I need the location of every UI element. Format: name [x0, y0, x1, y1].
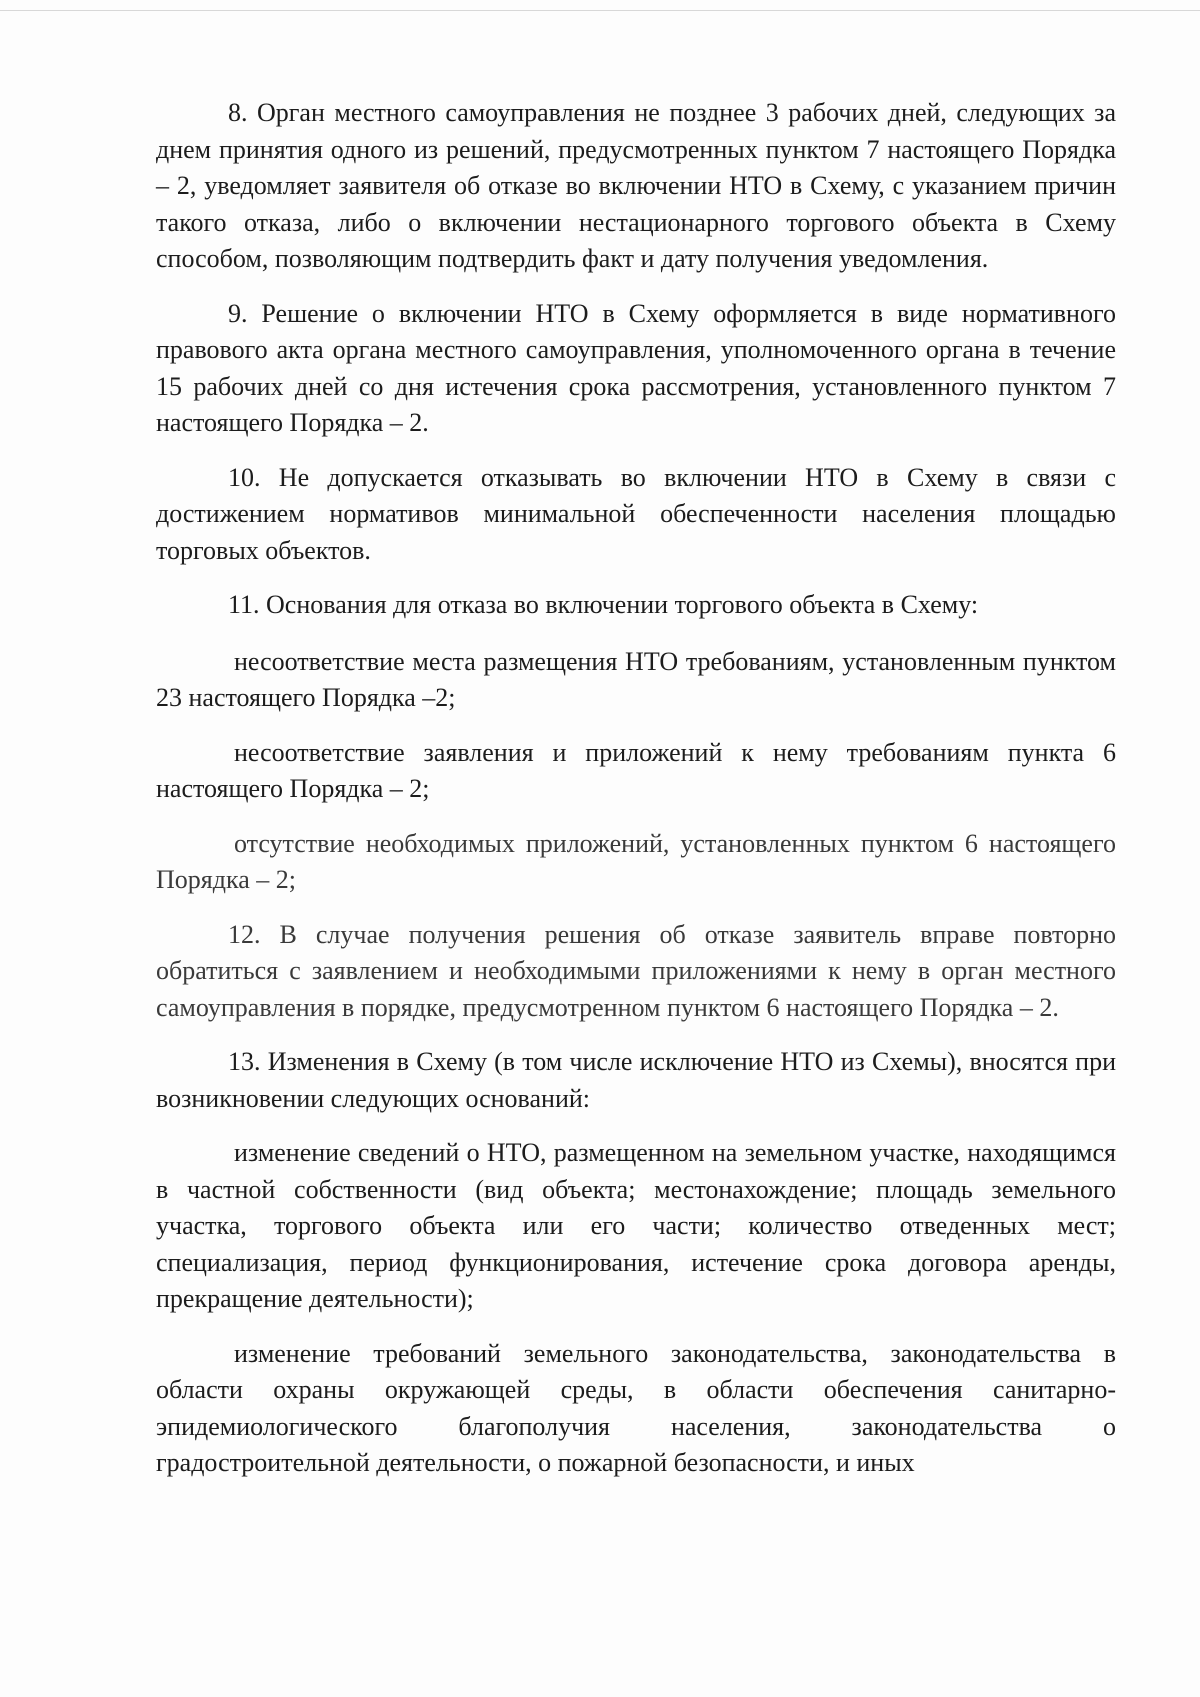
refusal-reason-2: несоответствие заявления и приложений к нему требованиям пункта 6 настоящего Порядка – 2;: [156, 737, 1116, 803]
refusal-reason-1: несоответствие места размещения НТО требованиям, установленным пунктом 23 настоящего Порядка –2;: [156, 646, 1116, 712]
paragraph-12: 12. В случае получения решения об отказе заявитель вправе повторно обратиться с заявлением и необходимыми приложениями к нему в орган местного самоуправления в порядке, предусмотренном пунктом 6 настоящего Порядка – 2.: [156, 919, 1116, 1022]
paragraph-8: 8. Орган местного самоуправления не позднее 3 рабочих дней, следующих за днем принятия одного из решений, предусмотренных пунктом 7 настоящего Порядка – 2, уведомляет заявителя об отказе во включении НТО в Схему, с указанием причин такого отказа, либо о включении нестационарного торгового объекта в Схему способом, позволяющим подтвердить факт и дату получения уведомления.: [156, 98, 1116, 273]
paragraph-9: 9. Решение о включении НТО в Схему оформляется в виде нормативного правового акта органа местного самоуправления, уполномоченного органа в течение 15 рабочих дней со дня истечения срока рассмотрения, установленного пунктом 7 настоящего Порядка – 2.: [156, 298, 1116, 437]
paragraph-11: 11. Основания для отказа во включении торгового объекта в Схему:: [228, 590, 979, 619]
refusal-reason-3: отсутствие необходимых приложений, установленных пунктом 6 настоящего Порядка – 2;: [156, 828, 1116, 894]
change-basis-2: изменение требований земельного законодательства, законодательства в области охраны окружающей среды, в области обеспечения санитарно-эпидемиологического благополучия населения, законодательства о градостроительной деятельности, о пожарной безопасности, и иных: [156, 1338, 1116, 1477]
page-top-edge: [0, 10, 1200, 11]
paragraph-13: 13. Изменения в Схему (в том числе исключение НТО из Схемы), вносятся при возникновении следующих оснований:: [156, 1047, 1116, 1113]
document-body: [156, 95, 1116, 1500]
paragraph-10: 10. Не допускается отказывать во включении НТО в Схему в связи с достижением нормативов минимальной обеспеченности населения площадью торговых объектов.: [156, 462, 1116, 565]
change-basis-1: изменение сведений о НТО, размещенном на земельном участке, находящимся в частной собственности (вид объекта; местонахождение; площадь земельного участка, торгового объекта или его части; количество отведенных мест; специализация, период функционирования, истечение срока договора аренды, прекращение деятельности);: [156, 1138, 1116, 1313]
